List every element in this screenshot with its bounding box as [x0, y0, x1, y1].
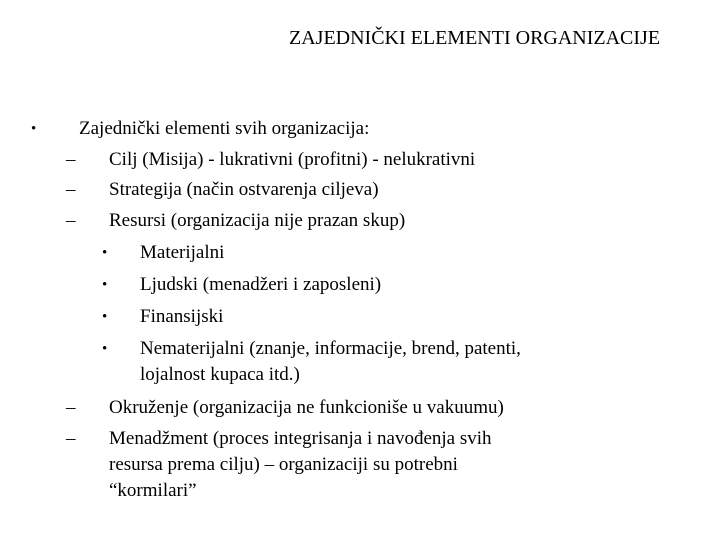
resource-item-nematerijalni: Nematerijalni (znanje, informacije, brend, patenti, — [140, 338, 521, 359]
sub-item-okruzenje: Okruženje (organizacija ne funkcioniše u vakuumu) — [109, 397, 504, 418]
dash-icon: – — [66, 179, 76, 200]
dash-icon: – — [66, 210, 76, 231]
sub-item-menadzment: Menadžment (proces integrisanja i navođenja svih — [109, 428, 492, 449]
sub-item-strategija: Strategija (način ostvarenja ciljeva) — [109, 179, 379, 200]
resource-item-materijalni: Materijalni — [140, 242, 225, 263]
bullet-icon: • — [102, 277, 108, 293]
resource-item-ljudski: Ljudski (menadžeri i zaposleni) — [140, 274, 382, 295]
bullet-icon: • — [102, 309, 108, 325]
sub-item-resursi: Resursi (organizacija nije prazan skup) — [109, 210, 406, 231]
bullet-icon: • — [31, 121, 37, 137]
dash-icon: – — [66, 397, 76, 418]
sub-item-cilj: Cilj (Misija) - lukrativni (profitni) - nelukrativni — [109, 149, 476, 170]
sub-item-menadzment-cont: resursa prema cilju) – organizaciji su potrebni — [109, 454, 458, 475]
slide-title: ZAJEDNIČKI ELEMENTI ORGANIZACIJE — [289, 27, 661, 49]
sub-item-menadzment-cont: “kormilari” — [109, 480, 197, 501]
resource-item-finansijski: Finansijski — [140, 306, 224, 327]
resource-item-nematerijalni-cont: lojalnost kupaca itd.) — [140, 364, 300, 385]
dash-icon: – — [66, 149, 76, 170]
bullet-intro: Zajednički elementi svih organizacija: — [79, 118, 370, 139]
bullet-icon: • — [102, 245, 108, 261]
bullet-icon: • — [102, 341, 108, 357]
dash-icon: – — [66, 428, 76, 449]
